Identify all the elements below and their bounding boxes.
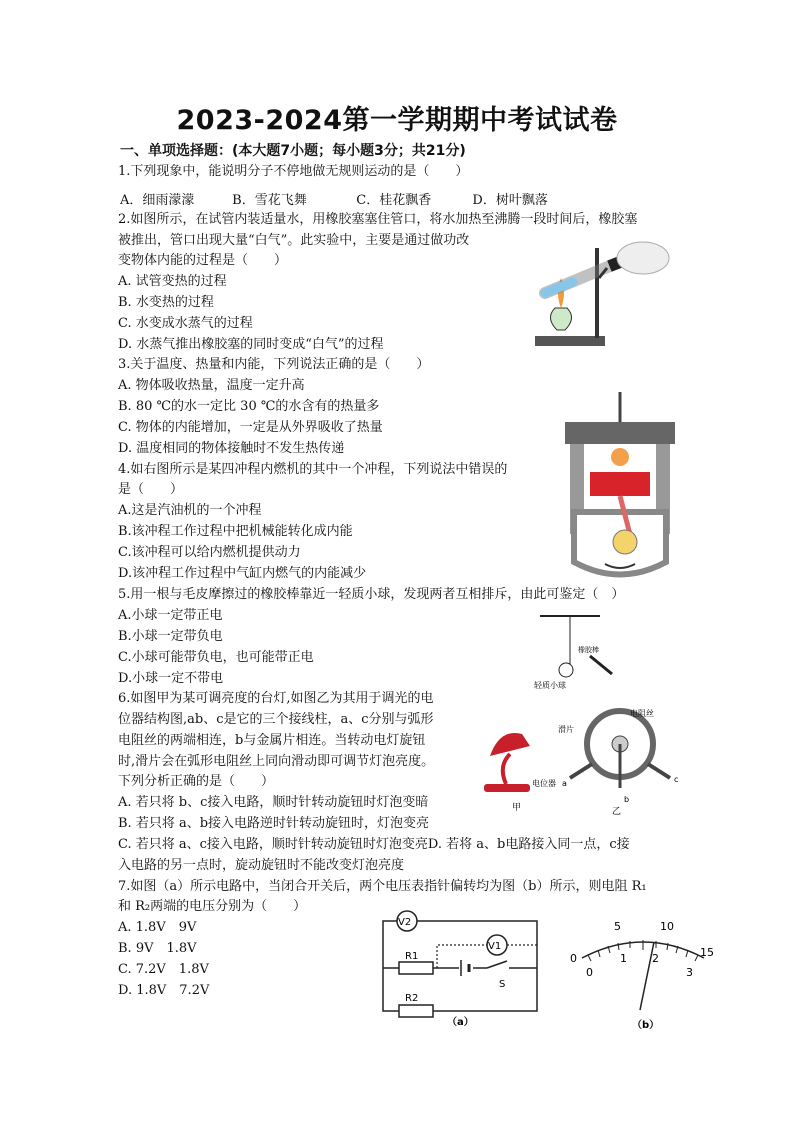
question-6-stem: 电阻丝的两端相连，b与金属片相连。当转动电灯旋钮 bbox=[118, 733, 426, 748]
circuit-figure bbox=[375, 905, 545, 1030]
option: B. 若只将 a、b接入电路逆时针转动旋钮时，灯泡变亮 bbox=[118, 816, 430, 831]
rod-label: 橡胶棒 bbox=[578, 646, 599, 654]
option: C. 若只将 a、c接入电路，顺时针转动旋钮时灯泡变亮D. 若将 a、b电路接入同一点，c接 bbox=[118, 837, 630, 852]
dial-ticks bbox=[588, 940, 698, 961]
question-6-stem: 时,滑片会在弧形电阻丝上同向滑动即可调节灯泡亮度。 bbox=[118, 754, 435, 769]
scale-top-10: 10 bbox=[660, 920, 674, 933]
question-2-stem: 变物体内能的过程是（ ） bbox=[118, 253, 288, 268]
r2-label: R2 bbox=[405, 993, 419, 1004]
option: C．桂花飘香 bbox=[356, 193, 432, 208]
option: B. 80 ℃的水一定比 30 ℃的水含有的热量多 bbox=[118, 399, 380, 414]
question-6-stem: 6.如图甲为某可调亮度的台灯,如图乙为其用于调光的电 bbox=[118, 691, 434, 706]
option: A.这是汽油机的一个冲程 bbox=[118, 503, 262, 518]
test-tube-figure bbox=[515, 238, 675, 353]
scale-bottom-1: 1 bbox=[620, 952, 627, 965]
terminal-c-label: c bbox=[674, 775, 679, 784]
figure-jia-label: 甲 bbox=[512, 803, 522, 813]
light-ball bbox=[559, 663, 573, 677]
option: D. 温度相同的物体接触时不发生热传递 bbox=[118, 441, 345, 456]
question-7-stem: 7.如图（a）所示电路中，当闭合开关后，两个电压表指针偏转均为图（b）所示，则电阻 R₁ bbox=[118, 879, 647, 894]
water bbox=[545, 282, 573, 293]
option: D.该冲程工作过程中气缸内燃气的内能减少 bbox=[118, 566, 367, 581]
stand-rod bbox=[595, 248, 599, 338]
option: B. 水变热的过程 bbox=[118, 295, 214, 310]
lamp-potentiometer-figure bbox=[470, 706, 685, 816]
option: A．细雨濛濛 bbox=[120, 193, 195, 208]
pendulum-figure bbox=[520, 612, 630, 690]
lamp-shade bbox=[490, 733, 530, 756]
option: A. 试管变热的过程 bbox=[118, 274, 227, 289]
option: D．树叶飘落 bbox=[472, 193, 548, 208]
stand-base bbox=[535, 336, 605, 346]
rubber-rod bbox=[590, 656, 612, 674]
scale-bottom-0: 0 bbox=[586, 966, 593, 979]
scale-top-5: 5 bbox=[614, 920, 621, 933]
lamp-base bbox=[484, 784, 530, 792]
option: D. 水蒸气推出橡胶塞的同时变成“白气”的过程 bbox=[118, 337, 384, 352]
page-title: 2023-2024第一学期期中考试试卷 bbox=[176, 105, 618, 136]
question-3-stem: 3.关于温度、热量和内能，下列说法正确的是（ ） bbox=[118, 357, 430, 372]
option: C.该冲程可以给内燃机提供动力 bbox=[118, 545, 301, 560]
spark-burst bbox=[611, 448, 629, 466]
question-4-stem: 4.如右图所示是某四冲程内燃机的其中一个冲程，下列说法中错误的 bbox=[118, 462, 508, 477]
scale-bottom-2: 2 bbox=[652, 952, 659, 965]
caption-a: （a） bbox=[447, 1017, 474, 1028]
option: B．雪花飞舞 bbox=[232, 193, 307, 208]
figure-yi-label: 乙 bbox=[612, 807, 622, 816]
option: C. 水变成水蒸气的过程 bbox=[118, 316, 253, 331]
ball-label: 轻质小球 bbox=[534, 681, 566, 690]
question-4-stem: 是（ ） bbox=[118, 482, 184, 497]
wire-label: 电阻丝 bbox=[630, 709, 654, 718]
terminal-c bbox=[648, 764, 670, 778]
scale-bottom-3: 3 bbox=[686, 966, 693, 979]
option: B.小球一定带负电 bbox=[118, 629, 223, 644]
section-heading: 一、单项选择题：(本大题7小题；每小题3分；共21分) bbox=[120, 143, 466, 159]
option: A. 1.8V 9V bbox=[118, 920, 197, 935]
option: B.该冲程工作过程中把机械能转化成内能 bbox=[118, 524, 353, 539]
white-steam-cloud bbox=[617, 242, 669, 274]
alcohol-lamp bbox=[550, 308, 571, 330]
slider-label: 滑片 bbox=[558, 725, 574, 734]
option: D. 1.8V 7.2V bbox=[118, 983, 210, 998]
terminal-a-label: a bbox=[562, 779, 567, 788]
switch-label: S bbox=[499, 979, 506, 990]
question-2-stem: 2.如图所示，在试管内装适量水，用橡胶塞塞住管口，将水加热至沸腾一段时间后，橡胶塞 bbox=[118, 212, 638, 227]
question-7-stem: 和 R₂两端的电压分别为（ ） bbox=[118, 899, 307, 914]
v2-label: V2 bbox=[398, 917, 412, 928]
option: 入电路的另一点时，旋动旋钮时不能改变灯泡亮度 bbox=[118, 858, 405, 873]
option: C. 物体的内能增加，一定是从外界吸收了热量 bbox=[118, 420, 383, 435]
question-6-stem: 下列分析正确的是（ ） bbox=[118, 774, 275, 789]
r1-label: R1 bbox=[405, 951, 419, 962]
dial-pointer bbox=[640, 942, 654, 1010]
engine-figure bbox=[560, 392, 680, 582]
option: A. 若只将 b、c接入电路，顺时针转动旋钮时灯泡变暗 bbox=[118, 795, 429, 810]
option: C. 7.2V 1.8V bbox=[118, 962, 209, 977]
terminal-b-label: b bbox=[624, 795, 630, 804]
crankshaft bbox=[613, 530, 637, 554]
option: D.小球一定不带电 bbox=[118, 671, 224, 686]
scale-top-0: 0 bbox=[570, 952, 577, 965]
v1-label: V1 bbox=[488, 941, 502, 952]
option: A. 物体吸收热量，温度一定升高 bbox=[118, 378, 305, 393]
caption-b: （b） bbox=[632, 1020, 660, 1031]
resistor-r2 bbox=[399, 1005, 433, 1017]
cylinder-head bbox=[565, 422, 675, 444]
question-1-stem: 1.下列现象中，能说明分子不停地做无规则运动的是（ ） bbox=[118, 164, 469, 179]
terminal-a bbox=[570, 764, 592, 778]
option: B. 9V 1.8V bbox=[118, 941, 197, 956]
option: C.小球可能带负电，也可能带正电 bbox=[118, 650, 314, 665]
resistor-r1 bbox=[399, 962, 433, 974]
question-5-stem: 5.用一根与毛皮摩擦过的橡胶棒靠近一轻质小球，发现两者互相排斥，由此可鉴定（ ） bbox=[118, 587, 625, 602]
option: A.小球一定带正电 bbox=[118, 608, 223, 623]
question-2-stem: 被推出，管口出现大量“白气”。此实验中，主要是通过做功改 bbox=[118, 233, 470, 248]
question-1-options bbox=[120, 189, 548, 208]
potentiometer-label: 电位器 bbox=[532, 779, 556, 788]
lamp-arm bbox=[503, 754, 510, 784]
voltmeter-dial-figure bbox=[568, 912, 718, 1032]
piston bbox=[590, 472, 650, 496]
question-6-stem: 位器结构图,ab、c是它的三个接线柱，a、c分别与弧形 bbox=[118, 712, 434, 727]
scale-top-15: 15 bbox=[700, 946, 714, 959]
